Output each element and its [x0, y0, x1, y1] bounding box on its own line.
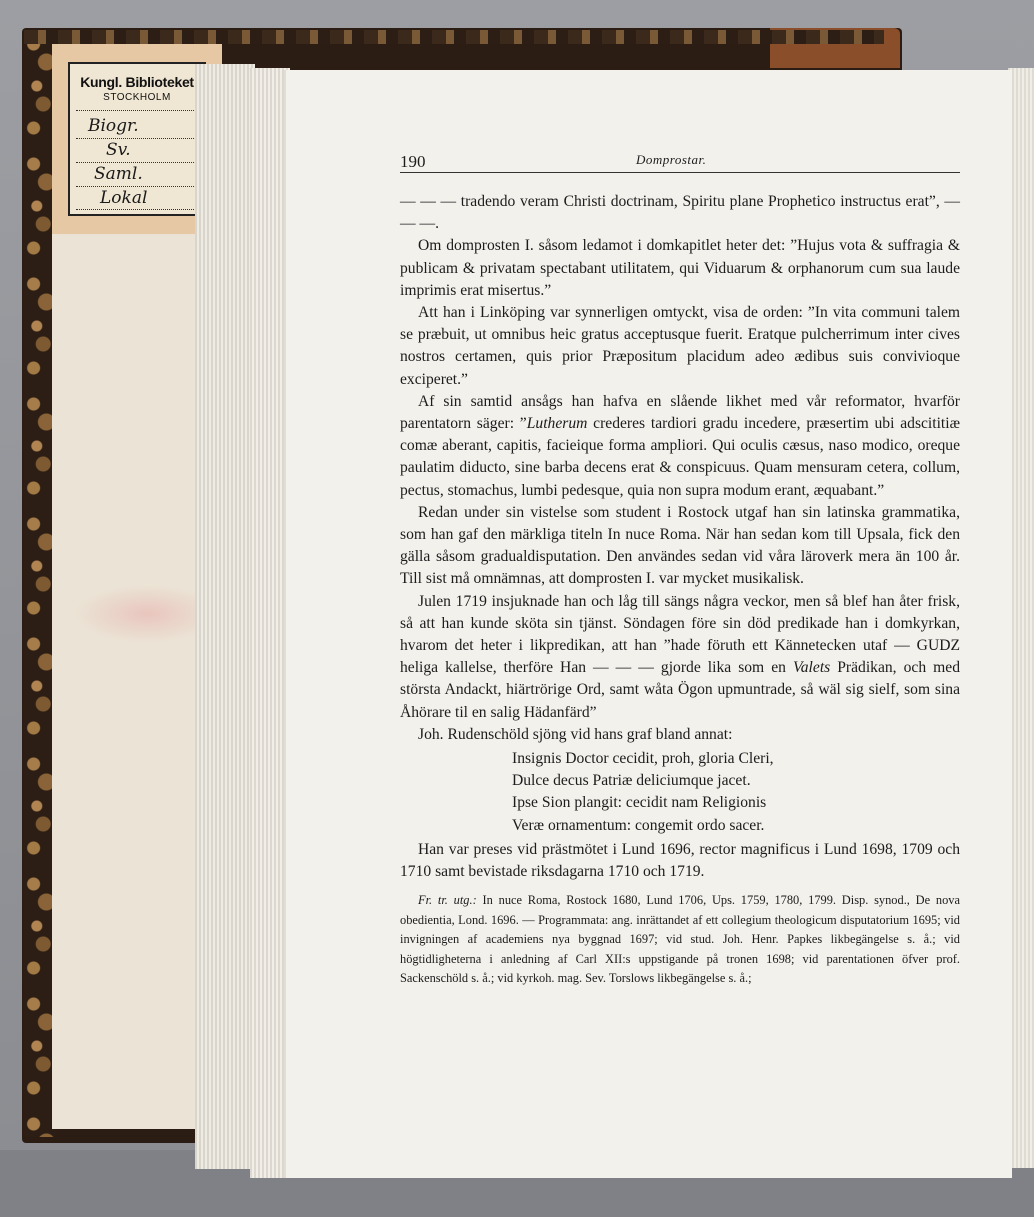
- label-divider: [76, 110, 198, 111]
- page-edges-inner: [250, 68, 290, 1178]
- label-title: Kungl. Biblioteket: [80, 74, 194, 90]
- label-rule: [76, 209, 198, 210]
- notes-text: In nuce Roma, Rostock 1680, Lund 1706, Ups. 1759, 1780, 1799. Disp. synod., De nova obedientia, Lond. 1696. — Programmata: ang. inrättandet af ett collegium theologicum disputatorium 1695; vid invigningen af academiens nya byggnad 1697; vid stud. Joh. Henr. Papkes likbegängelse s. å.; vid högtidligheterna i anledning af Carl XII:s uppstigande på tronen 1698; vid parentationen öfver prof. Sackenschöld s. å.; vid kyrkoh. mag. Sev. Torslows likbegängelse s. å.;: [400, 893, 960, 985]
- text-run: crederes tardiori gradu incedere, præsertim ubi adscititiæ comæ aberant, capitis, facieique forma ampliori. Qui oculis cæsus, naso modico, oreque paulatim diducto, sine barba decens erat & conspicuus. Quam mensuram cetera, collum, pectus, stomachus, lumbi pedesque, quia non supra modum erant, æquabant.”: [400, 415, 960, 499]
- page-header: [400, 152, 960, 173]
- poem: [512, 748, 960, 837]
- text-run: Af sin samtid ansågs han hafva en slående likhet med vår reformator, hvarför parentatorn säger: ”: [400, 392, 960, 433]
- paragraph: Joh. Rudenschöld sjöng vid hans graf bland annat:: [418, 725, 733, 743]
- poem-line: Insignis Doctor cecidit, proh, gloria Cleri,: [512, 750, 774, 768]
- label-handwriting-3: Saml.: [94, 164, 143, 184]
- label-city: STOCKHOLM: [103, 92, 171, 103]
- marbled-board-top: [24, 30, 884, 44]
- page-number: 190: [400, 152, 426, 171]
- label-handwriting-1: Biogr.: [88, 116, 139, 136]
- label-rule: [76, 162, 198, 163]
- paragraph: [400, 391, 960, 502]
- paragraph: Redan under sin vistelse som student i Rostock utgaf han sin latinska grammatika, som han gaf den märkliga titeln In nuce Roma. När han sedan kom till Upsala, fick den gälla såsom gradualdisputation. Den användes sedan vid våra läroverk mera än 100 år. Till sist må omnämnas, att domprosten I. var mycket musikalisk.: [400, 503, 960, 588]
- paragraph: — — — tradendo veram Christi doctrinam, Spiritu plane Prophetico instructus erat”, — — —.: [400, 193, 960, 233]
- running-head: Domprostar.: [636, 152, 707, 167]
- paragraph: Att han i Linköping var synnerligen omtyckt, visa de orden: ”In vita communi talem se præbuit, ut omnibus heic gratus acceptusque fuerit. Eratque pulcherrimum inter cives nostros certamen, quis prior Præpositum placidum adeo ædibus suis convivioque exciperet.”: [400, 304, 960, 388]
- page-edges-left: [195, 64, 255, 1169]
- footnotes: [400, 891, 960, 988]
- label-rule: [76, 138, 198, 139]
- page-content: [400, 152, 960, 1001]
- notes-lead: Fr. tr. utg.:: [418, 893, 477, 908]
- label-handwriting-2: Sv.: [106, 140, 131, 160]
- poem-line: Dulce decus Patriæ deliciumque jacet.: [512, 772, 751, 790]
- italic-text: Lutherum: [526, 415, 588, 433]
- library-label: [68, 62, 206, 216]
- paragraph: Han var preses vid prästmötet i Lund 1696, rector magnificus i Lund 1698, 1709 och 1710 samt bevistade riksdagarna 1710 och 1719.: [400, 840, 960, 881]
- text-run: Julen 1719 insjuknade han och låg till sängs några veckor, men så blef han åter frisk, så att han kunde sköta sin tjänst. Söndagen före sin död predikade han i domkyrkan, hvarom det heter i likpredikan, att han ”hade föruth ett Kännetecken utaf — GUDZ heliga kallelse, therföre Han — — — gjorde lika som en: [400, 592, 960, 677]
- paragraph: Om domprosten I. såsom ledamot i domkapitlet heter det: ”Hujus vota & suffragia & publicam & privatam spectabant utilitatem, qui Viduarum & orphanorum cum sua laude imprimis erat misertus.”: [400, 237, 960, 299]
- label-rule: [76, 186, 198, 187]
- italic-text: Valets: [792, 659, 831, 677]
- label-handwriting-4: Lokal: [100, 188, 148, 208]
- paragraph: [400, 591, 960, 724]
- text-run: Prädikan, och med största Andackt, hiärtrörige Ord, samt wåta Ögon upmuntrade, så wäl sig sielf, som sina Åhörare til en salig Hädanfärd”: [400, 659, 960, 721]
- poem-line: Veræ ornamentum: congemit ordo sacer.: [512, 816, 765, 834]
- poem-line: Ipse Sion plangit: cecidit nam Religionis: [512, 794, 767, 812]
